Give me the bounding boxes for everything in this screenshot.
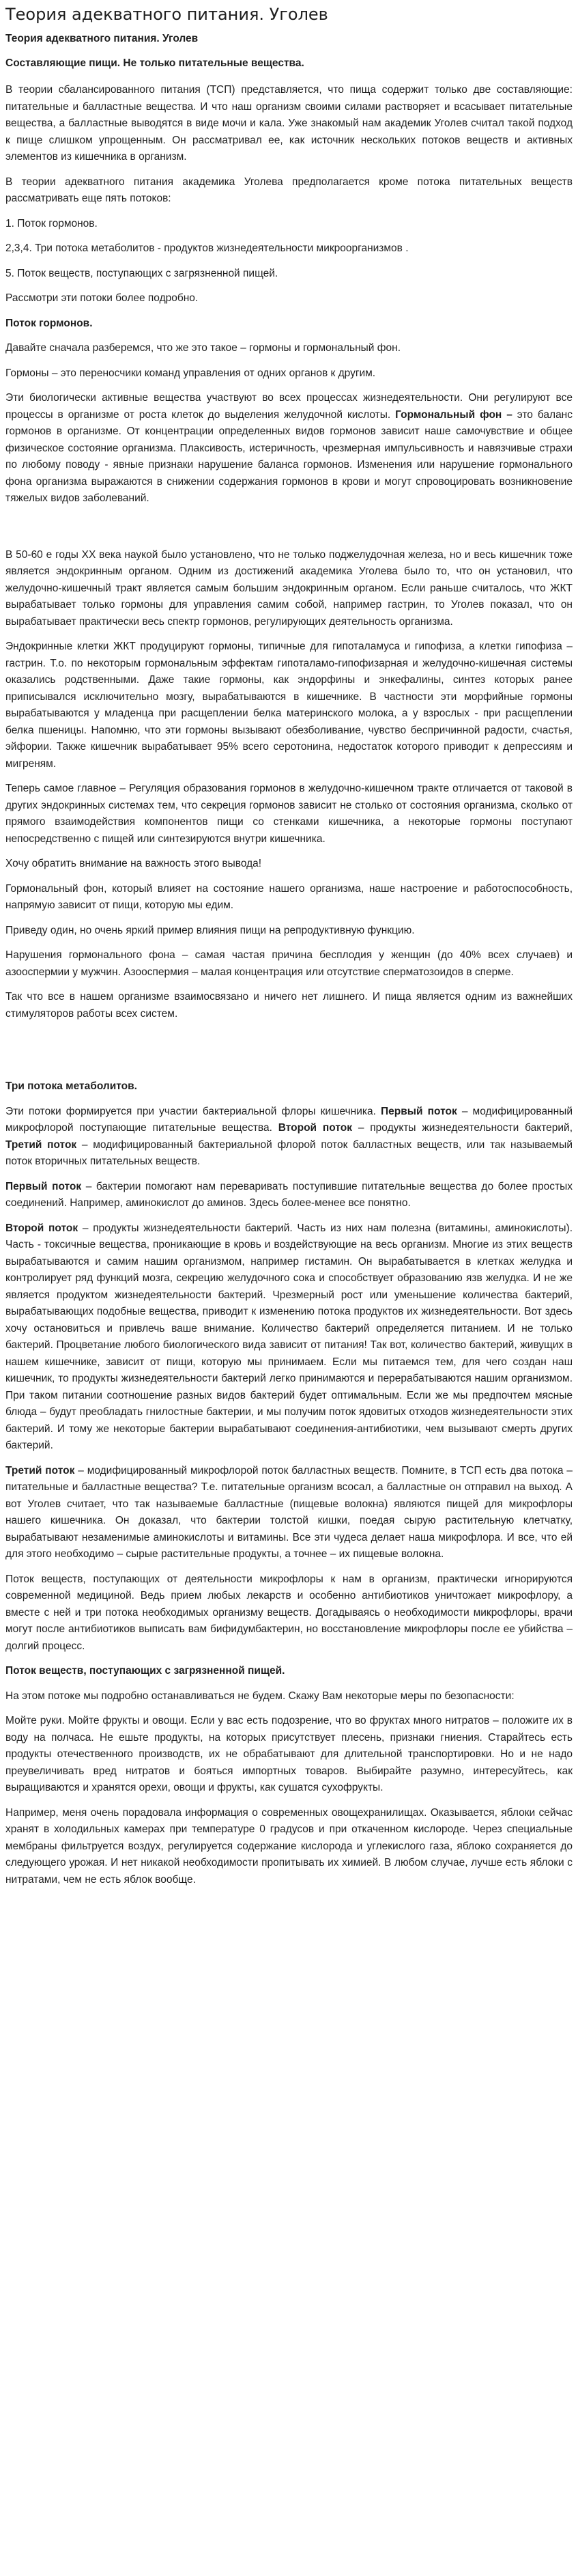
metabolites-paragraph-1-text-g: – модифицированный бактериальной флорой поток балластных веществ, или так называемый поток вторичных питательных веществ. (5, 1138, 573, 1167)
first-flow-label: Первый поток (5, 1180, 82, 1192)
spacer (5, 516, 573, 547)
hormones-paragraph-5: Эндокринные клетки ЖКТ продуцируют гормоны, типичные для гипоталамуса и гипофиза, а клетки гипофиза – гастрин. Т.о. по некоторым гормональным эффектам гипоталамо-гипофизарная и желудочно-кишечная системы оказались родственными. Даже такие гормоны, как эндорфины и энкефалины, синтез которых ранее приписывался исключительно мозгу, вырабатываются в кишечнике. В частности эти морфийные гормоны вырабатываются у младенца при расщеплении белка материнского молока, а у взрослых - при расщеплении белка пшеницы. Напомню, что эти гормоны вызывают обезболивание, чувство беспричинной радости, счастья, эйфории. Также кишечник вырабатывает 95% всего серотонина, недостаток которого приводит к депрессиям и мигреням. (5, 641, 573, 770)
metabolites-paragraph-4 (5, 1463, 573, 1563)
metabolites-paragraph-1-text-e: – продукты жизнедеятельности бактерий, (351, 1122, 573, 1134)
third-flow-label: Третий поток (5, 1464, 75, 1476)
intro-paragraph-2: В теории адекватного питания академика Уголева предполагается кроме потока питательных веществ рассматривать еще пять потоков: (5, 176, 573, 204)
article-subtitle: Теория адекватного питания. Уголев (5, 33, 199, 44)
spacer (5, 1031, 573, 1078)
hormones-paragraph-3-text-c: это баланс гормонов в организме. От концентрации определенных видов гормонов зависит наше самочувствие и общее физическое состояние организма. Плаксивость, истеричность, чрезмерная импульсивность и навязчивые страхи по любому поводу - явные признаки нарушение баланса гормонов. Изменения или нарушение гормонального фона организма выражаются в снижении содержания гормонов в крови и могут спровоцировать возникновение тяжелых видов заболеваний. (5, 408, 573, 504)
lead-heading: Составляющие пищи. Не только питательные вещества. (5, 57, 304, 69)
intro-paragraph-1: В теории сбалансированного питания (ТСП) представляется, что пища содержит только две составляющие: питательные и балластные вещества. И что наш организм своими силами растворяет и всасывает питательные вещества, а балластные выводятся в виде мочи и кала. Уже знакомый нам академик Уголев считал такой подход к пище слишком упрощенным. Он рассматривал ее, как источник нескольких потоков веществ и активных элементов из кишечника в организм. (5, 84, 573, 163)
hormones-paragraph-9: Приведу один, но очень яркий пример влияния пищи на репродуктивную функцию. (5, 924, 415, 936)
metabolites-paragraph-2 (5, 1179, 573, 1212)
section-heading-metabolites: Три потока метаболитов. (5, 1080, 137, 1092)
hormones-paragraph-1: Давайте сначала разберемся, что же это такое – гормоны и гормональный фон. (5, 342, 401, 354)
page-title: Теория адекватного питания. Уголев (5, 5, 328, 24)
hormones-paragraph-4: В 50-60 е годы XX века наукой было установлено, что не только поджелудочная железа, но и весь кишечник тоже является эндокринным органом. Одним из достижений академика Уголева было то, что он установил, что желудочно-кишечный тракт является самым большим эндокринным органом. Если раньше считалось, что ЖКТ вырабатывает только гормоны для управления самим собой, например гастрин, то Уголев показал, что он вырабатывает практически весь спектр гормонов, регулирующих деятельность организма. (5, 548, 573, 628)
metabolites-paragraph-2-text: – бактерии помогают нам переваривать поступившие питательные вещества до более простых соединений. Например, аминокислот до аминов. Здесь более-менее все понятно. (5, 1180, 573, 1209)
metabolites-paragraph-5: Поток веществ, поступающих от деятельности микрофлоры к нам в организм, практически игнорируются современной медициной. Ведь прием любых лекарств и особенно антибиотиков уничтожает микрофлору, а вместе с ней и три потока необходимых организму веществ. Догадываясь о необходимости микрофлоры, врачи могут после антибиотиков выписать вам бифидумбактерин, но восстановление микрофлоры после ее убийства – долгий процесс. (5, 1573, 573, 1652)
contaminated-paragraph-2: Мойте руки. Мойте фрукты и овощи. Если у вас есть подозрение, что во фруктах много нитратов – положите их в воду на полчаса. Не ешьте продукты, на которых присутствует плесень, признаки гниения. Старайтесь есть продукты отечественного производств, их не обрабатывают для длительной транспортировки. Но и не надо преувеличивать вред нитратов и бояться импортных товаров. Выбирайте разумно, интересуйтесь, как выращиваются и хранятся орехи, овощи и фрукты, как сушатся сухофрукты. (5, 1715, 573, 1793)
section-heading-contaminated: Поток веществ, поступающих с загрязненной пищей. (5, 1665, 285, 1677)
list-item-metabolites: 2,3,4. Три потока метаболитов - продуктов жизнедеятельности микроорганизмов . (5, 242, 409, 254)
list-item-hormones: 1. Поток гормонов. (5, 217, 98, 229)
hormones-paragraph-7: Хочу обратить внимание на важность этого вывода! (5, 858, 262, 869)
hormones-paragraph-6: Теперь самое главное – Регуляция образования гормонов в желудочно-кишечном тракте отличается от таковой в других эндокринных системах тем, что секреция гормонов зависит не столько от состояния организма, сколько от прямого взаимодействия компонентов пищи со стенками кишечника, а некоторые гормоны поступают непосредственно с пищей или синтезируются внутри кишечника. (5, 783, 573, 845)
metabolites-paragraph-1-text-a: Эти потоки формируется при участии бактериальной флоры кишечника. (5, 1105, 381, 1117)
hormones-paragraph-2: Гормоны – это переносчики команд управления от одних органов к другим. (5, 367, 376, 379)
second-flow-label: Второй поток (5, 1222, 78, 1234)
second-flow-term: Второй поток (278, 1122, 352, 1134)
hormones-paragraph-3 (5, 390, 573, 507)
hormones-paragraph-10: Нарушения гормонального фона – самая частая причина бесплодия у женщин (до 40% всех случаев) и азооспермии у мужчин. Азооспермия – малая концентрация или отсутствие сперматозоидов в сперме. (5, 949, 573, 978)
metabolites-paragraph-1 (5, 1104, 573, 1171)
third-flow-term: Третий поток (5, 1138, 77, 1151)
metabolites-paragraph-4-text: – модифицированный микрофлорой поток балластных веществ. Помните, в ТСП есть два потока – питательные и балластные вещества? Т.е. питательные организм всосал, а балластные он отправил на выход. А вот Уголев считает, что так называемые балластные (пищевые волокна) являются пищей для микрофлоры нашего кишечника. Он доказал, что бактерии толстой кишки, поедая сырую растительную клетчатку, вырабатывают незаменимые аминокислоты и витамины. Все эти чудеса делает наша микрофлора. И все, что ей для этого необходимо – сырые растительные продукты, а точнее – их пищевые волокна. (5, 1464, 573, 1560)
contaminated-paragraph-3: Например, меня очень порадовала информация о современных овощехранилищах. Оказывается, яблоки сейчас хранят в холодильных камерах при температуре 0 градусов и при откаченном кислороде. Через специальные мембраны фильтруется воздух, регулируется содержание кислорода и углекислого газа, яблоко сохраняется до следующего урожая. И нет никакой необходимости пропитывать их химией. В любом случае, лучше есть яблоки с нитратами, чем не есть яблок вообще. (5, 1806, 573, 1886)
section-heading-hormones: Поток гормонов. (5, 317, 93, 329)
metabolites-paragraph-1-text-c: – модифицированный микрофлорой поступающие питательные вещества. (5, 1105, 573, 1134)
list-summary: Рассмотри эти потоки более подробно. (5, 292, 199, 304)
first-flow-term: Первый поток (381, 1105, 457, 1117)
hormonal-background-term: Гормональный фон – (395, 408, 512, 421)
hormones-paragraph-3-text-a: Эти биологически активные вещества участвуют во всех процессах жизнедеятельности. Они регулируют все процессы в организме от роста клеток до выделения желудочной кислоты. (5, 392, 573, 421)
list-item-contaminated: 5. Поток веществ, поступающих с загрязненной пищей. (5, 267, 278, 279)
hormones-paragraph-11: Так что все в нашем организме взаимосвязано и ничего нет лишнего. И пища является одним из важнейших стимуляторов работы всех систем. (5, 991, 573, 1020)
hormones-paragraph-8: Гормональный фон, который влияет на состояние нашего организма, наше настроение и работоспособность, напрямую зависит от пищи, которую мы едим. (5, 882, 573, 911)
metabolites-paragraph-3-text: – продукты жизнедеятельности бактерий. Часть из них нам полезна (витамины, аминокислоты). Часть - токсичные вещества, проникающие в кровь и воздействующие на весь организм. Многие из этих веществ вырабатываются и самим нашим организмом, например гистамин. Он вырабатывается в клетках желудка и контролирует ряд функций мозга, секрецию желудочного сока и способствует образованию язв желудка. И не же являетcя продуктом жизнедеятельности бактерий. Чрезмерный рост или уменьшение количества бактерий, вырабатывающих подобные вещества, приводит к изменению потока продуктов их жизнедеятельности. Вот здесь хочу остановиться и привлечь ваше внимание. Количество бактерий определяется питанием. И не только бактерий. Процветание любого биологического вида зависит от питания! Так вот, количество бактерий, живущих в нашем кишечнике, зависит от пищи, которую мы принимаем. Если мы питаемся тем, для чего создан наш кишечник, то продукты жизнедеятельности бактерий легко принимаются и перерабатываются нашим организмом. При таком питании соотношение разных видов бактерий будет оптимальным. Если же мы предпочтем мясные блюда – будут преобладать гнилостные бактерии, и мы получим поток ядовитых отходов жизнедеятельности этих бактерий. И тому же некоторые бактерии вырабатывают соединения-антибиотики, чем вызывают смерть других бактерий. (5, 1222, 573, 1451)
contaminated-paragraph-1: На этом потоке мы подробно останавливаться не будем. Скажу Вам некоторые меры по безопасности: (5, 1690, 515, 1702)
metabolites-paragraph-3 (5, 1220, 573, 1455)
